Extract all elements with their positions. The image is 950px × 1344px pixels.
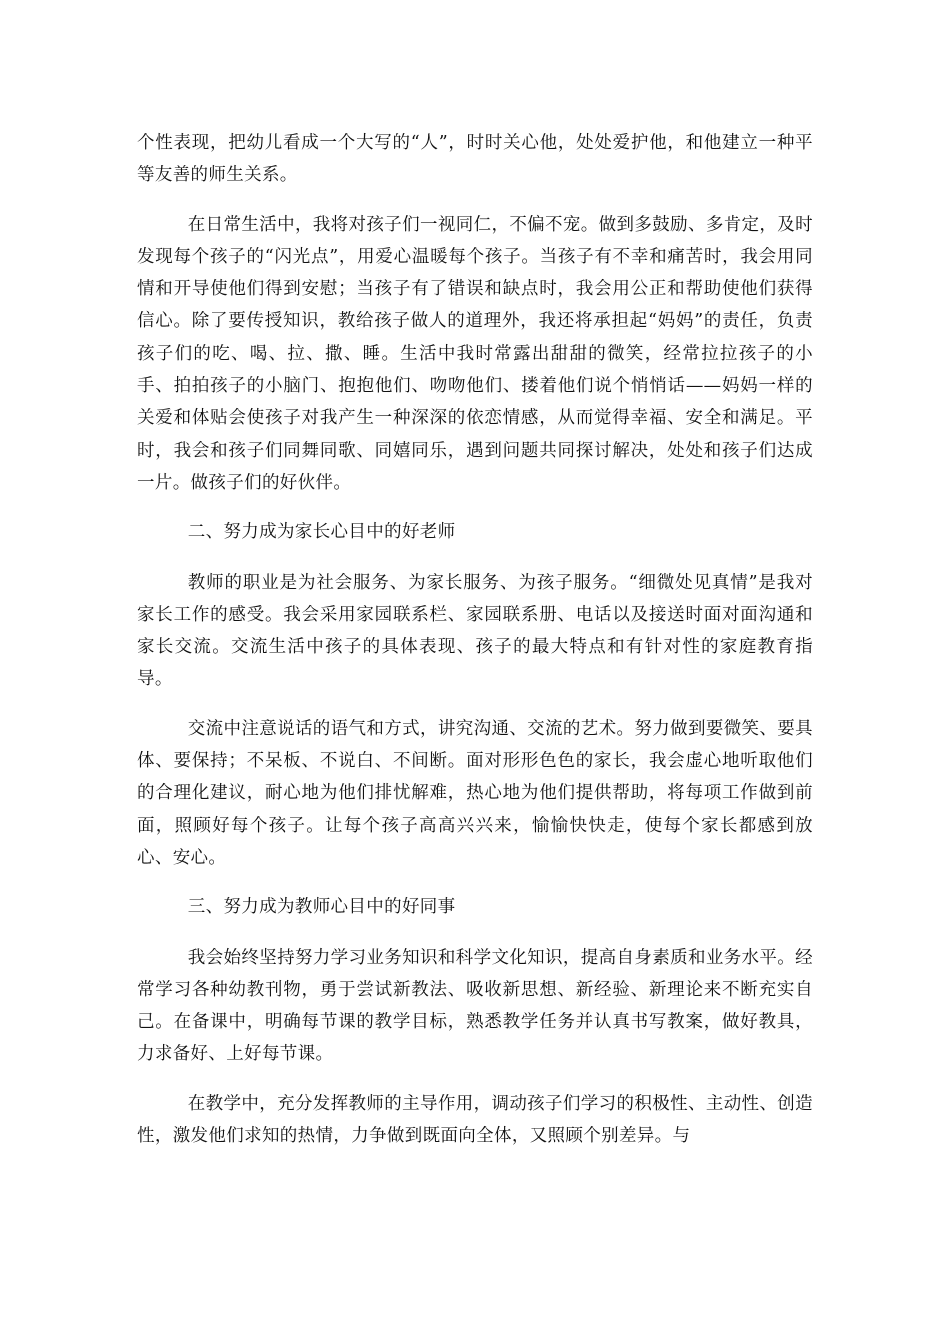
paragraph-continuation: 个性表现，把幼儿看成一个大写的“人”，时时关心他，处处爱护他，和他建立一种平等友善的师生关系。 — [137, 133, 813, 186]
paragraph-daily-life: 在日常生活中，我将对孩子们一视同仁，不偏不宠。做到多鼓励、多肯定，及时发现每个孩子的“闪光点”，用爱心温暖每个孩子。当孩子有不幸和痛苦时，我会用同情和开导使他们得到安慰；当孩子有了错误和缺点时，我会用公正和帮助使他们获得信心。除了要传授知识，教给孩子做人的道理外，我还将承担起“妈妈”的责任，负责孩子们的吃、喝、拉、撒、睡。生活中我时常露出甜甜的微笑，经常拉拉孩子的小手、拍拍孩子的小脑门、抱抱他们、吻吻他们、搂着他们说个悄悄话——妈妈一样的关爱和体贴会使孩子对我产生一种深深的依恋情感，从而觉得幸福、安全和满足。平时，我会和孩子们同舞同歌、同嬉同乐，遇到问题共同探讨解决，处处和孩子们达成一片。做孩子们的好伙伴。 — [137, 214, 813, 493]
paragraph-teaching: 在教学中，充分发挥教师的主导作用，调动孩子们学习的积极性、主动性、创造性，激发他们求知的热情，力争做到既面向全体，又照顾个别差异。与 — [137, 1093, 813, 1147]
paragraph-communication: 交流中注意说话的语气和方式，讲究沟通、交流的艺术。努力做到要微笑、要具体、要保持；不呆板、不说白、不间断。面对形形色色的家长，我会虚心地听取他们的合理化建议，耐心地为他们排忧解难，热心地为他们提供帮助，将每项工作做到前面，照顾好每个孩子。让每个孩子高高兴兴来，愉愉快快走，使每个家长都感到放心、安心。 — [137, 718, 813, 868]
section-heading-parents: 二、努力成为家长心目中的好老师 — [187, 522, 456, 543]
section-heading-colleagues: 三、努力成为教师心目中的好同事 — [187, 897, 456, 918]
document-page — [137, 127, 813, 1169]
paragraph-teacher-profession: 教师的职业是为社会服务、为家长服务、为孩子服务。“细微处见真情”是我对家长工作的感受。我会采用家园联系栏、家园联系册、电话以及接送时面对面沟通和家长交流。交流生活中孩子的具体表现、孩子的最大特点和有针对性的家庭教育指导。 — [137, 572, 813, 690]
paragraph-learning: 我会始终坚持努力学习业务知识和科学文化知识，提高自身素质和业务水平。经常学习各种幼教刊物，勇于尝试新教法、吸收新思想、新经验、新理论来不断充实自己。在备课中，明确每节课的教学目标，熟悉教学任务并认真书写教案，做好教具，力求备好、上好每节课。 — [137, 947, 813, 1065]
